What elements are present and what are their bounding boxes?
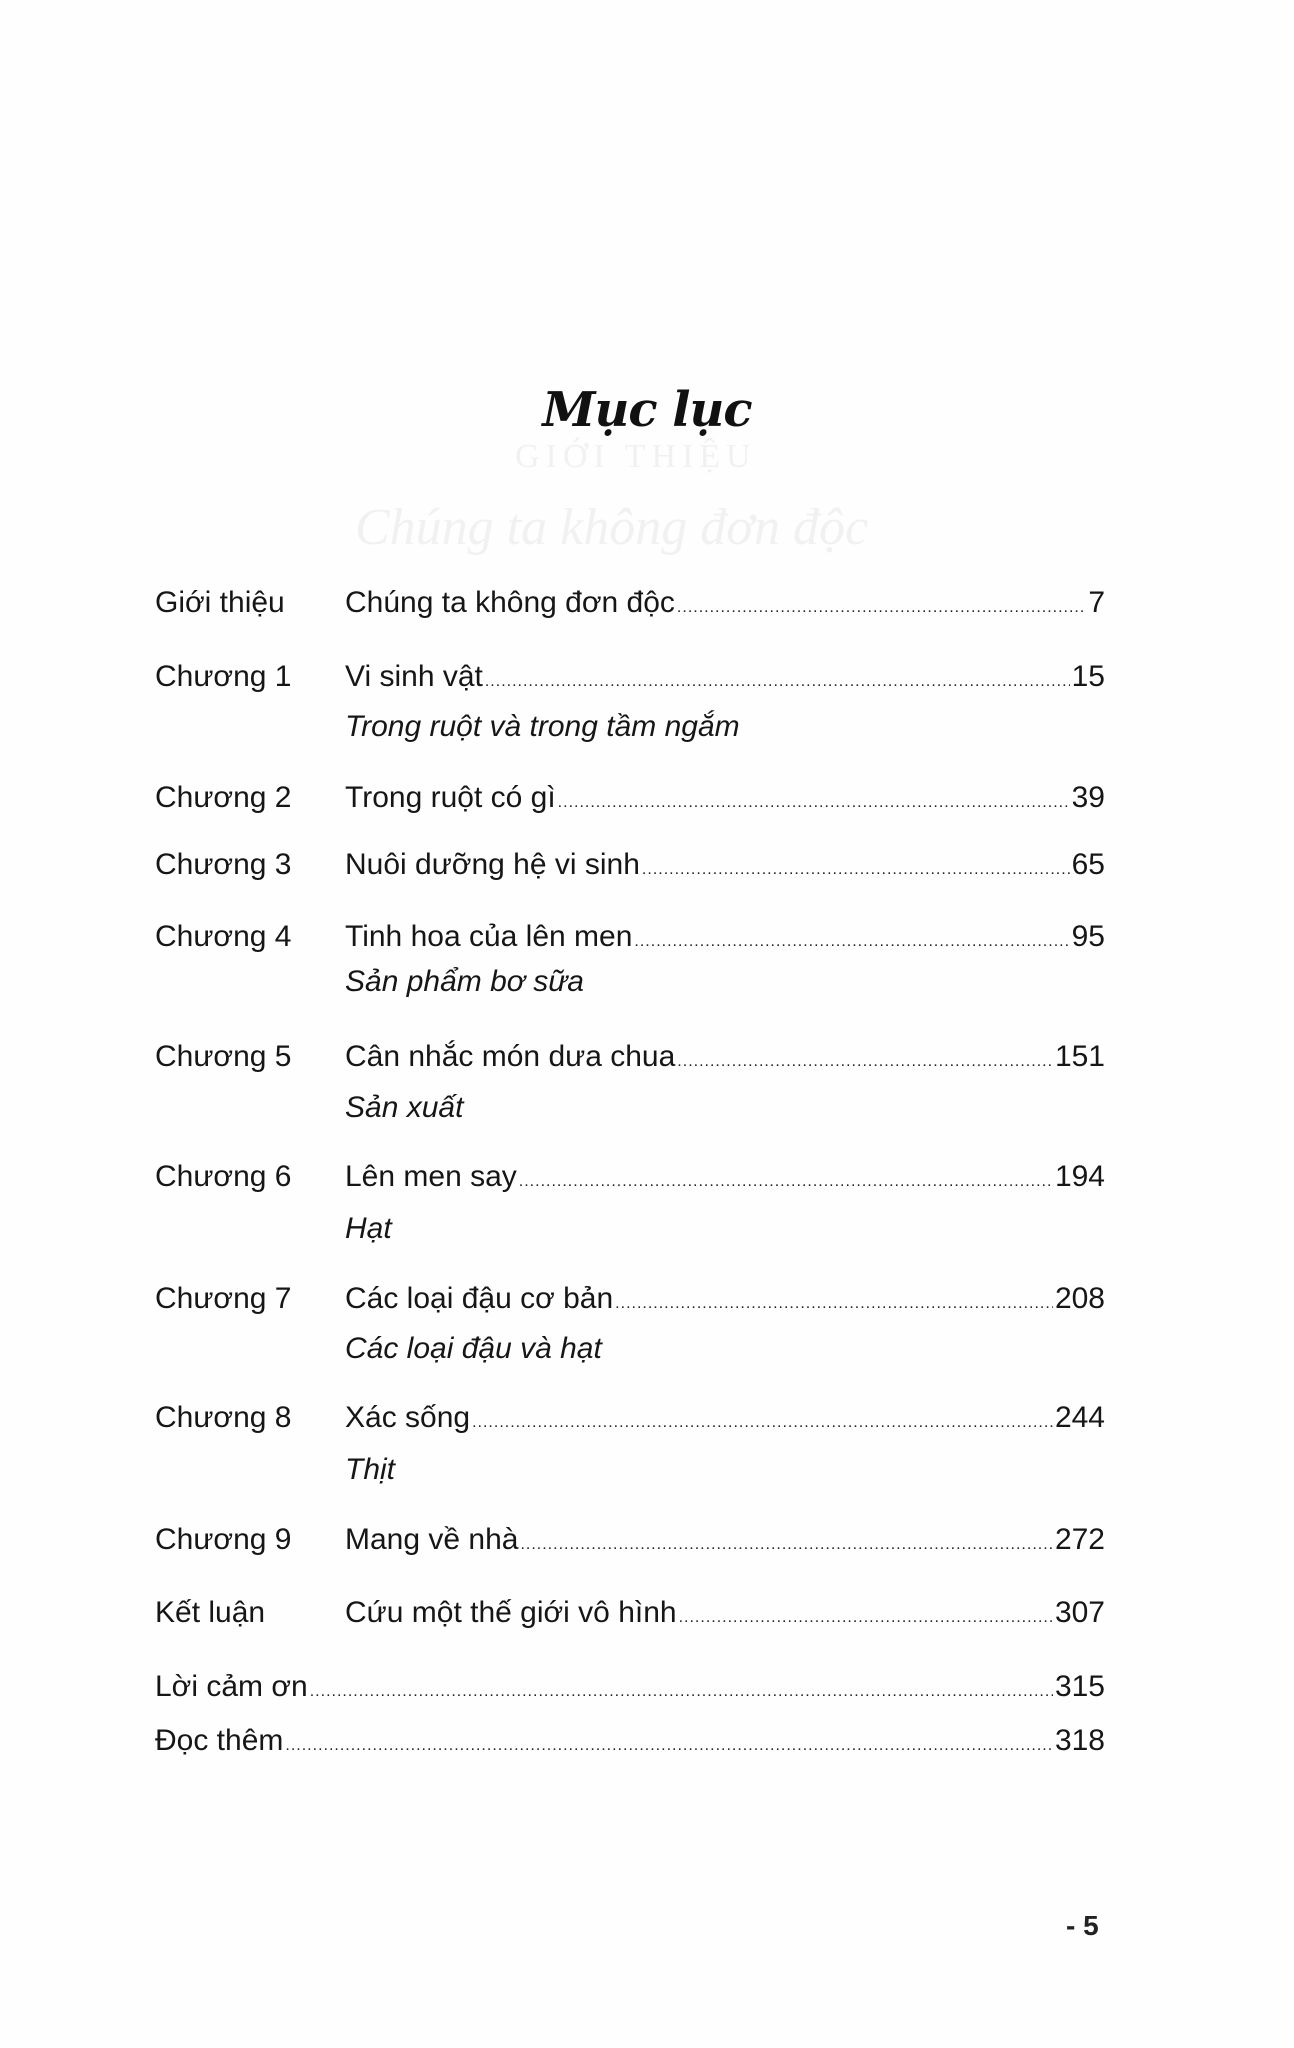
- entry-page: 39: [1071, 781, 1105, 814]
- toc-entry-chapter-3[interactable]: [155, 845, 1105, 885]
- dot-leader: [677, 1042, 1053, 1082]
- entry-title: Cứu một thế giới vô hình: [345, 1596, 677, 1629]
- toc-entry-conclusion[interactable]: [155, 1593, 1105, 1633]
- entry-label: Chương 9: [155, 1523, 292, 1556]
- entry-label: Chương 5: [155, 1040, 292, 1073]
- show-through-heading: GIỚI THIỆU: [515, 438, 757, 475]
- toc-entry-chapter-1[interactable]: [155, 657, 1105, 697]
- dot-leader: [485, 662, 1070, 702]
- entry-page: 318: [1054, 1724, 1105, 1757]
- entry-page: 315: [1054, 1670, 1105, 1703]
- toc-entry-acknowledgements[interactable]: [155, 1667, 1105, 1707]
- dot-leader: [520, 1525, 1052, 1565]
- dot-leader: [634, 922, 1069, 962]
- entry-page: 244: [1054, 1401, 1105, 1434]
- entry-page: 7: [1088, 586, 1105, 619]
- dot-leader: [642, 850, 1070, 890]
- page-title: Mục lục: [542, 382, 752, 438]
- entry-title: Các loại đậu cơ bản: [345, 1282, 614, 1315]
- entry-subtitle: Hạt: [345, 1212, 392, 1245]
- entry-page: 15: [1071, 660, 1105, 693]
- entry-title: Tinh hoa của lên men: [345, 920, 633, 953]
- dot-leader: [285, 1726, 1053, 1766]
- dot-leader: [310, 1672, 1053, 1712]
- entry-label: Chương 7: [155, 1282, 292, 1315]
- entry-label: Chương 3: [155, 848, 292, 881]
- entry-title: Lên men say: [345, 1160, 517, 1193]
- entry-subtitle: Sản xuất: [345, 1091, 464, 1124]
- entry-title: Lời cảm ơn: [155, 1670, 308, 1703]
- toc-entry-chapter-6[interactable]: [155, 1157, 1105, 1197]
- entry-page: 272: [1054, 1523, 1105, 1556]
- entry-title: Xác sống: [345, 1401, 471, 1434]
- entry-title: Nuôi dưỡng hệ vi sinh: [345, 848, 640, 881]
- entry-label: Giới thiệu: [155, 586, 285, 619]
- entry-page: 95: [1071, 920, 1105, 953]
- entry-label: Chương 4: [155, 920, 292, 953]
- entry-subtitle: Sản phẩm bơ sữa: [345, 965, 584, 998]
- entry-title: Trong ruột có gì: [345, 781, 556, 814]
- entry-label: Chương 2: [155, 781, 292, 814]
- toc-entry-chapter-5[interactable]: [155, 1037, 1105, 1077]
- entry-title: Cân nhắc món dưa chua: [345, 1040, 676, 1073]
- entry-page: 151: [1054, 1040, 1105, 1073]
- toc-entry-chapter-9[interactable]: [155, 1520, 1105, 1560]
- toc-entry-further-reading[interactable]: [155, 1721, 1105, 1761]
- dot-leader: [677, 588, 1086, 628]
- entry-title: Mang về nhà: [345, 1523, 519, 1556]
- entry-subtitle: Thịt: [345, 1453, 396, 1486]
- toc-entry-chapter-8[interactable]: [155, 1398, 1105, 1438]
- toc-entry-chapter-4[interactable]: [155, 917, 1105, 957]
- entry-label: Chương 1: [155, 660, 292, 693]
- toc-entry-chapter-2[interactable]: [155, 778, 1105, 818]
- toc-entry-intro[interactable]: [155, 583, 1105, 623]
- toc-entry-chapter-7[interactable]: [155, 1279, 1105, 1319]
- entry-page: 194: [1054, 1160, 1105, 1193]
- entry-page: 307: [1054, 1596, 1105, 1629]
- entry-title: Vi sinh vật: [345, 660, 483, 693]
- entry-label: Chương 6: [155, 1160, 292, 1193]
- entry-title: Chúng ta không đơn độc: [345, 586, 675, 619]
- entry-page: 208: [1054, 1282, 1105, 1315]
- entry-title: Đọc thêm: [155, 1724, 284, 1757]
- show-through-title: Chúng ta không đơn độc: [355, 499, 869, 556]
- dot-leader: [558, 783, 1070, 823]
- dot-leader: [472, 1403, 1053, 1443]
- entry-page: 65: [1071, 848, 1105, 881]
- entry-subtitle: Trong ruột và trong tầm ngắm: [345, 710, 740, 743]
- dot-leader: [615, 1284, 1053, 1324]
- entry-label: Chương 8: [155, 1401, 292, 1434]
- dot-leader: [679, 1598, 1053, 1638]
- entry-label: Kết luận: [155, 1596, 266, 1629]
- entry-subtitle: Các loại đậu và hạt: [345, 1332, 602, 1365]
- dot-leader: [519, 1162, 1053, 1202]
- page-number: - 5: [1066, 1910, 1099, 1941]
